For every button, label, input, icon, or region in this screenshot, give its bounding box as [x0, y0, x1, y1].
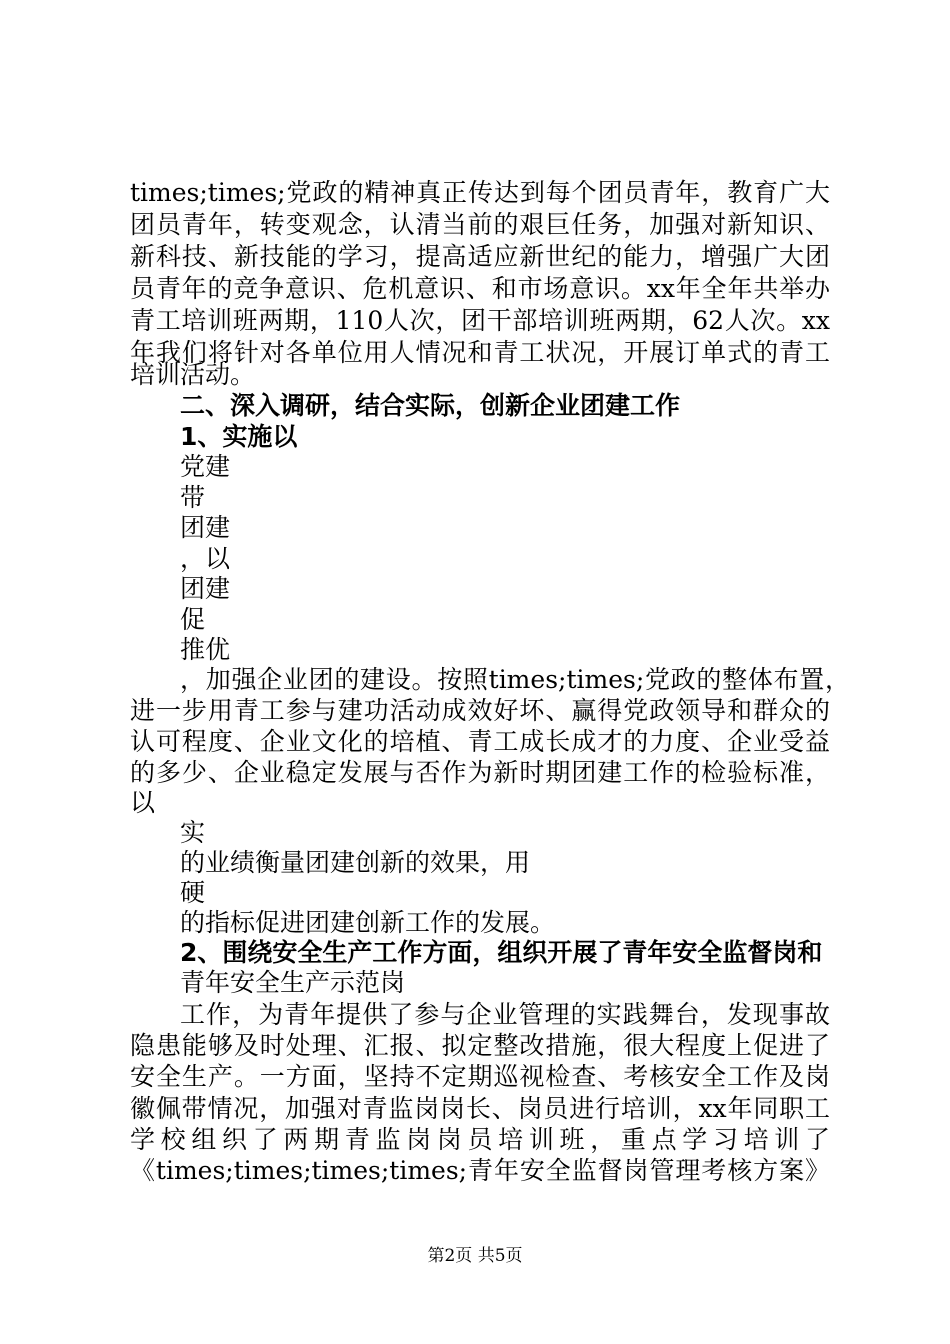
paragraph-line: 促 [180, 605, 206, 634]
paragraph-line: 硬 [180, 878, 206, 907]
paragraph-line: ，以 [180, 544, 231, 573]
paragraph-line: 党建 [180, 452, 231, 481]
paragraph-line: 《times;times;times;times;青年安全监督岗管理考核方案》 [130, 1156, 830, 1185]
paragraph-line: 年我们将针对各单位用人情况和青工状况，开展订单式的青工 [130, 338, 830, 367]
paragraph-line: 进一步用青工参与建功活动成效好坏、赢得党政领导和群众的 [130, 696, 830, 725]
paragraph-line: 安全生产。一方面，坚持不定期巡视检查、考核安全工作及岗 [130, 1062, 830, 1091]
paragraph-line: ，加强企业团的建设。按照times;times;党政的整体布置， [180, 665, 850, 694]
paragraph-line: 员青年的竞争意识、危机意识、和市场意识。xx年全年共举办 [130, 274, 830, 303]
paragraph-line: 隐患能够及时处理、汇报、拟定整改措施，很大程度上促进了 [130, 1031, 830, 1060]
paragraph-line: 团员青年，转变观念，认清当前的艰巨任务，加强对新知识、 [130, 210, 830, 239]
section-heading: 二、深入调研，结合实际，创新企业团建工作 [180, 391, 681, 420]
subsection-heading: 1、实施以 [180, 422, 298, 451]
paragraph-line: 培训活动。 [130, 360, 256, 389]
paragraph-line: 以 [130, 788, 156, 817]
paragraph-line: 学校组织了两期青监岗岗员培训班，重点学习培训了 [130, 1125, 830, 1154]
subsection-heading: 2、围绕安全生产工作方面，组织开展了青年安全监督岗和 [180, 938, 823, 967]
page-indicator: 第2页 共5页 [427, 1246, 523, 1266]
paragraph-line: times;times;党政的精神真正传达到每个团员青年，教育广大 [130, 178, 830, 207]
paragraph-line: 团建 [180, 513, 231, 542]
paragraph-line: 的指标促进团建创新工作的发展。 [180, 908, 556, 937]
paragraph-line: 带 [180, 483, 206, 512]
paragraph-line: 的业绩衡量团建创新的效果，用 [180, 848, 531, 877]
paragraph-line: 青工培训班两期，110人次，团干部培训班两期，62人次。xx [130, 306, 830, 335]
paragraph-line: 工作，为青年提供了参与企业管理的实践舞台，发现事故 [180, 1000, 830, 1029]
paragraph-line: 团建 [180, 574, 231, 603]
paragraph-line: 的多少、企业稳定发展与否作为新时期团建工作的检验标准， [130, 758, 830, 787]
paragraph-line: 新科技、新技能的学习，提高适应新世纪的能力，增强广大团 [130, 242, 830, 271]
paragraph-line: 实 [180, 818, 206, 847]
paragraph-line: 推优 [180, 635, 231, 664]
paragraph-line: 青年安全生产示范岗 [180, 968, 406, 997]
paragraph-line: 认可程度、企业文化的培植、青工成长成才的力度、企业受益 [130, 727, 830, 756]
paragraph-line: 徽佩带情况，加强对青监岗岗长、岗员进行培训，xx年同职工 [130, 1094, 830, 1123]
